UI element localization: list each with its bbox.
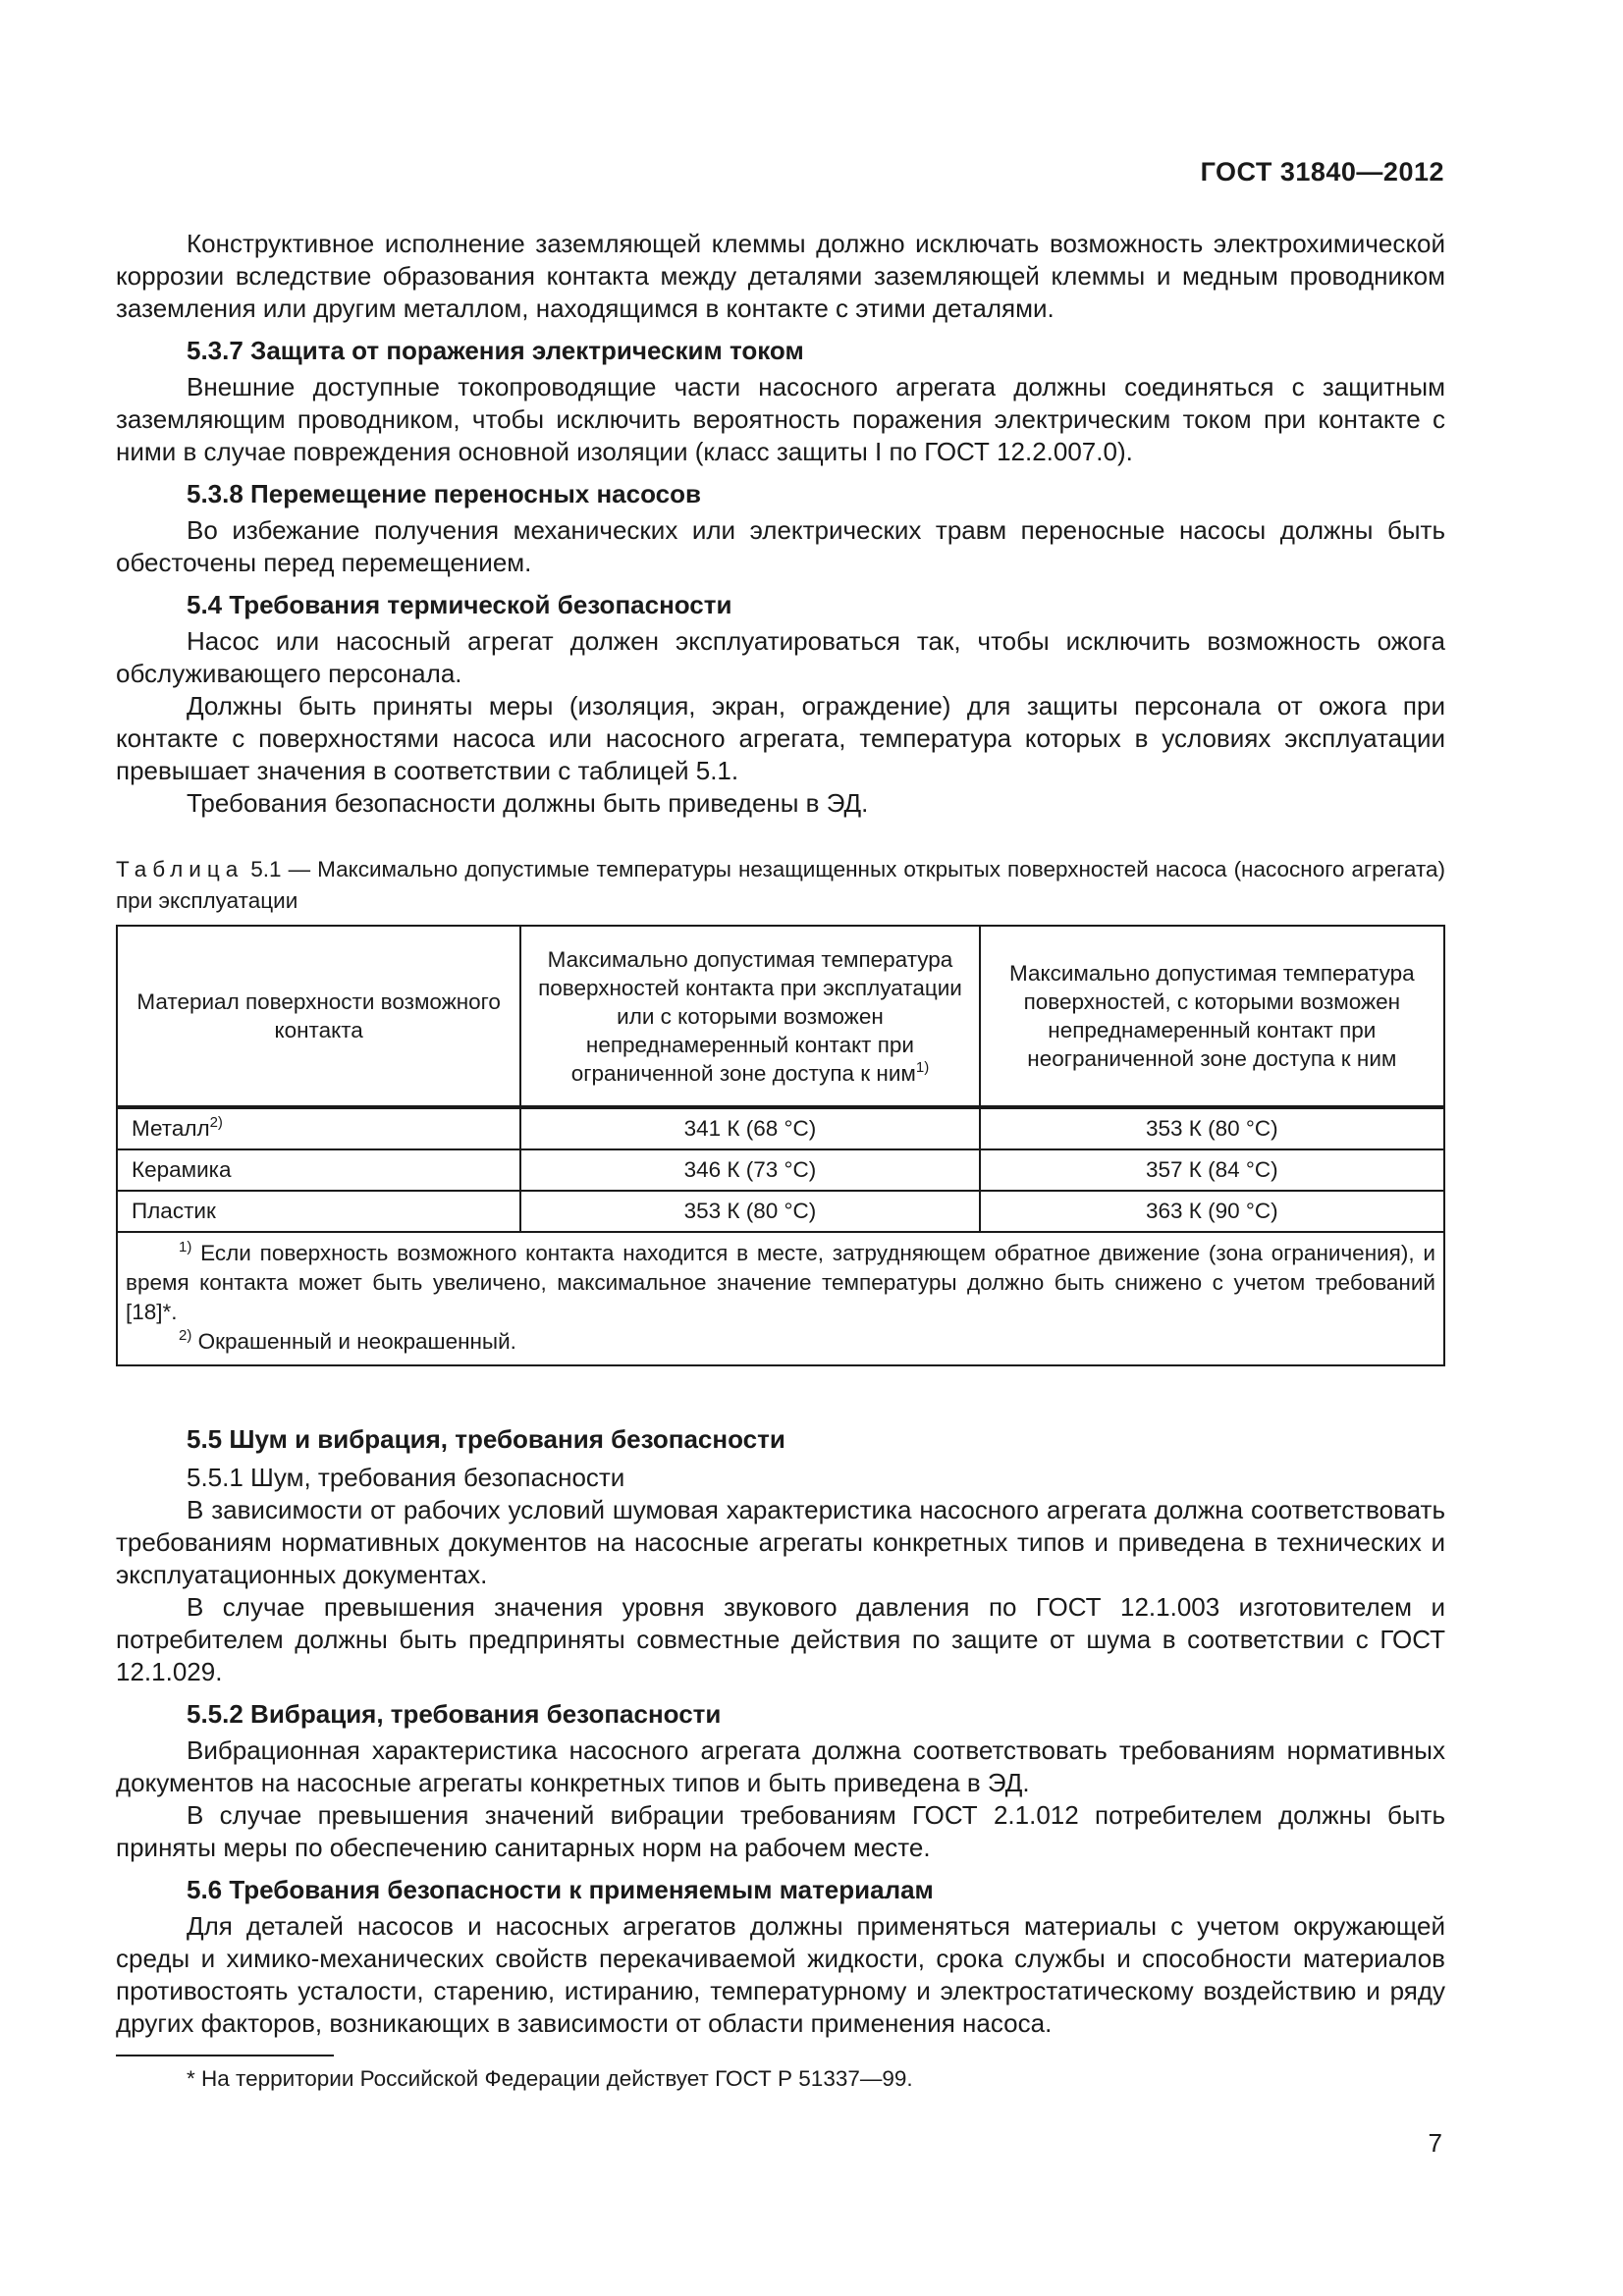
note-2-mark: 2) xyxy=(179,1327,192,1344)
table-notes-row xyxy=(117,1232,1444,1365)
table-row xyxy=(117,1191,1444,1232)
paragraph-5-4-b: Должны быть приняты меры (изоляция, экран, ограждение) для защиты персонала от ожога при контакте с поверхностями насоса или насосного агрегата, температура которых в условиях эксплуатации превышает значения в соответствии с таблицей 5.1. xyxy=(116,691,1445,785)
paragraph-5-4-c: Требования безопасности должны быть приведены в ЭД. xyxy=(187,788,869,818)
footnote-divider xyxy=(116,2055,334,2056)
heading-5-6: 5.6 Требования безопасности к применяемым материалам xyxy=(187,1875,934,1904)
heading-5-3-8: 5.3.8 Перемещение переносных насосов xyxy=(187,479,701,508)
table-row xyxy=(117,1149,1444,1191)
heading-5-5-1: 5.5.1 Шум, требования безопасности xyxy=(187,1463,625,1492)
paragraph-grounding: Конструктивное исполнение заземляющей клеммы должно исключать возможность электрохимической коррозии вследствие образования контакта между деталями заземляющей клеммы и медным проводником заземления или другим металлом, находящимся в контакте с этими деталями. xyxy=(116,229,1445,323)
header-limited-sup: 1) xyxy=(915,1058,930,1076)
paragraph-5-5-2-b: В случае превышения значений вибрации требованиям ГОСТ 2.1.012 потребителем должны быть приняты меры по обеспечению санитарных норм на рабочем месте. xyxy=(116,1800,1445,1862)
paragraph-5-5-1-a: В зависимости от рабочих условий шумовая характеристика насосного агрегата должна соответствовать требованиям нормативных документов на насосные агрегаты конкретных типов и приведена в технических и эксплуатационных документах. xyxy=(116,1495,1445,1589)
paragraph-5-5-2-a: Вибрационная характеристика насосного агрегата должна соответствовать требованиям нормативных документов на насосные агрегаты конкретных типов и быть приведена в ЭД. xyxy=(116,1735,1445,1797)
header-limited-zone xyxy=(520,926,979,1107)
cell-limited: 346 К (73 °С) xyxy=(520,1149,979,1191)
body-top xyxy=(116,228,1445,820)
table-caption-text: 5.1 — Максимально допустимые температуры незащищенных открытых поверхностей насоса (насосного агрегата) при эксплуатации xyxy=(116,857,1445,913)
cell-unlimited: 353 К (80 °С) xyxy=(980,1107,1444,1149)
cell-limited: 353 К (80 °С) xyxy=(520,1191,979,1232)
header-material: Материал поверхности возможного контакта xyxy=(117,926,520,1107)
paragraph-5-3-8: Во избежание получения механических или электрических травм переносные насосы должны быть обесточены перед перемещением. xyxy=(116,515,1445,577)
note-1-mark: 1) xyxy=(179,1239,192,1255)
cell-material xyxy=(117,1107,520,1149)
table-note-2 xyxy=(126,1327,1435,1357)
standard-number: ГОСТ 31840—2012 xyxy=(1200,157,1444,187)
paragraph-5-6: Для деталей насосов и насосных агрегатов должны применяться материалы с учетом окружающей среды и химико-механических свойств перекачиваемой жидкости, срока службы и способности материалов противостоять усталости, старению, истиранию, температурному и электростатическому воздействию и ряду других факторов, возникающих в зависимости от области применения насоса. xyxy=(116,1911,1445,2038)
header-unlimited-zone: Максимально допустимая температура поверхностей, с которыми возможен непреднамеренный контакт при неограниченной зоне доступа к ним xyxy=(980,926,1444,1107)
table-caption xyxy=(116,854,1445,917)
heading-5-5: 5.5 Шум и вибрация, требования безопасности xyxy=(187,1424,785,1454)
note-1-text: Если поверхность возможного контакта находится в месте, затрудняющем обратное движение (зона ограничения), и время контакта может быть увеличено, максимальное значение температуры должно быть снижено с учетом требований [18]*. xyxy=(126,1241,1435,1324)
header-limited-text: Максимально допустимая температура поверхностей контакта при эксплуатации или с которыми возможен непреднамеренный контакт при ограниченной зоне доступа к ним xyxy=(538,946,962,1086)
material-sup: 2) xyxy=(209,1114,223,1131)
table-caption-label: Таблица xyxy=(116,857,244,881)
body-bottom xyxy=(116,1414,1445,2040)
cell-material: Пластик xyxy=(117,1191,520,1232)
cell-material: Керамика xyxy=(117,1149,520,1191)
cell-limited: 341 К (68 °С) xyxy=(520,1107,979,1149)
paragraph-5-3-7: Внешние доступные токопроводящие части насосного агрегата должны соединяться с защитным заземляющим проводником, чтобы исключить вероятность поражения электрическим током при контакте с ними в случае повреждения основной изоляции (класс защиты I по ГОСТ 12.2.007.0). xyxy=(116,372,1445,466)
temperature-table xyxy=(116,925,1445,1366)
paragraph-5-5-1-b: В случае превышения значения уровня звукового давления по ГОСТ 12.1.003 изготовителем и потребителем должны быть предприняты совместные действия по защите от шума в соответствии с ГОСТ 12.1.029. xyxy=(116,1592,1445,1686)
table-notes xyxy=(117,1232,1444,1365)
heading-5-5-2: 5.5.2 Вибрация, требования безопасности xyxy=(187,1699,722,1729)
footnote: * На территории Российской Федерации действует ГОСТ Р 51337—99. xyxy=(187,2066,913,2091)
cell-unlimited: 357 К (84 °С) xyxy=(980,1149,1444,1191)
material-label: Металл xyxy=(132,1116,210,1141)
page-number: 7 xyxy=(1428,2128,1442,2158)
table-note-1 xyxy=(126,1239,1435,1327)
note-2-text: Окрашенный и неокрашенный. xyxy=(191,1329,516,1354)
table-row xyxy=(117,1107,1444,1149)
cell-unlimited: 363 К (90 °С) xyxy=(980,1191,1444,1232)
heading-5-4: 5.4 Требования термической безопасности xyxy=(187,590,732,619)
paragraph-5-4-a: Насос или насосный агрегат должен эксплуатироваться так, чтобы исключить возможность ожога обслуживающего персонала. xyxy=(116,626,1445,688)
table-header-row xyxy=(117,926,1444,1107)
heading-5-3-7: 5.3.7 Защита от поражения электрическим током xyxy=(187,336,804,365)
